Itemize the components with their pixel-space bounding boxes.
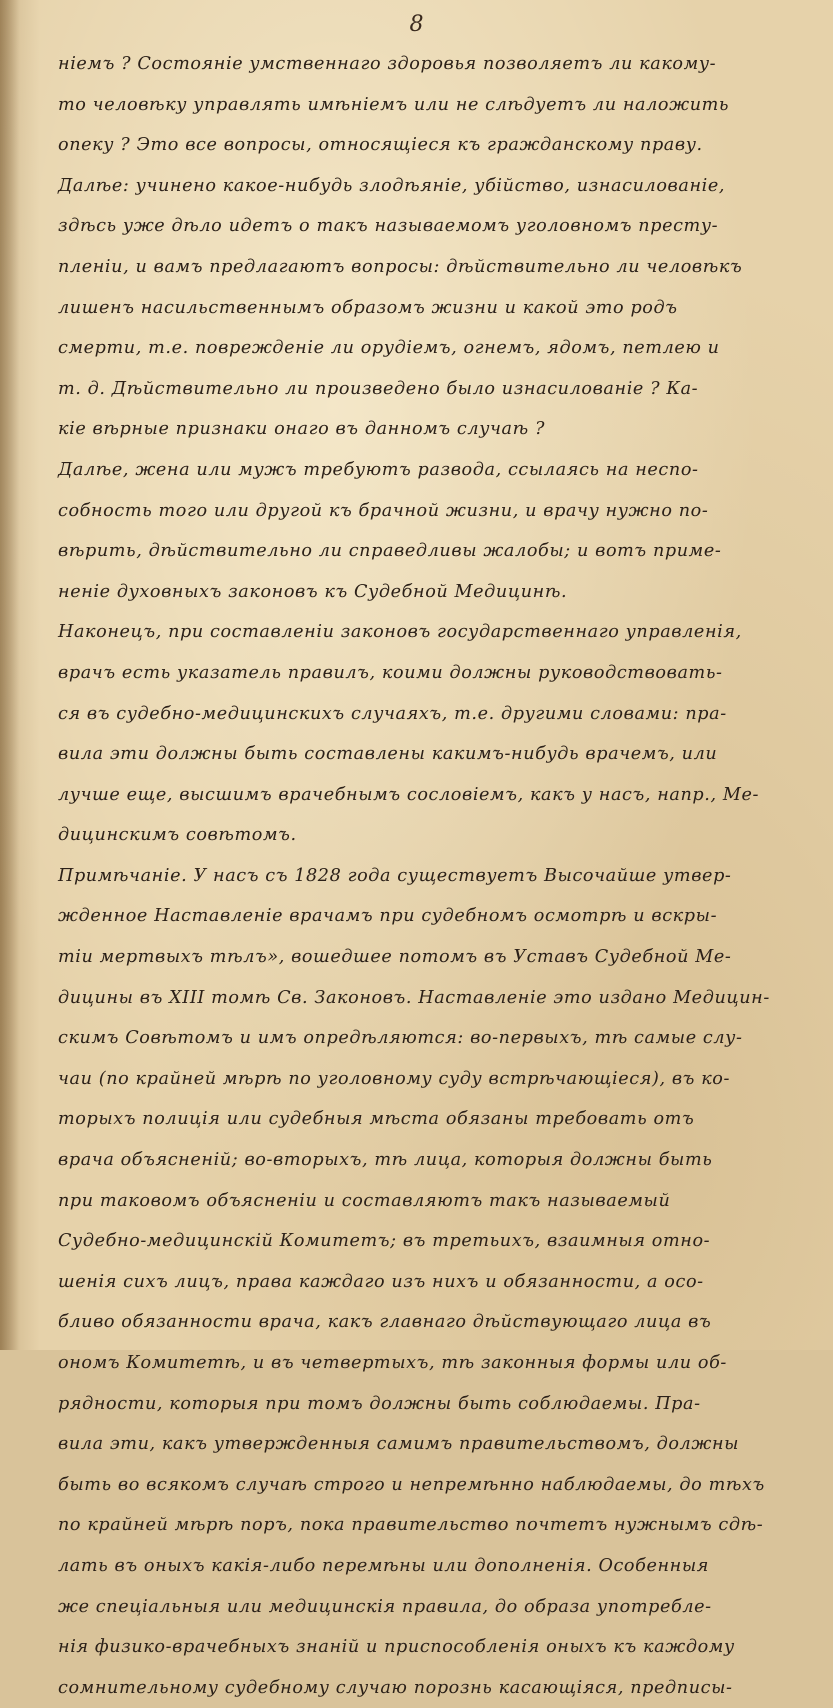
text-line: рядности, которыя при томъ должны быть соблюдаемы. Пра- <box>58 1393 701 1414</box>
text-line: по крайней мѣрѣ поръ, пока правительство почтетъ нужнымъ сдѣ- <box>58 1515 764 1536</box>
text-line: то человѣку управлять имѣніемъ или не слѣдуетъ ли наложить <box>58 94 730 115</box>
text-line: опеку ? Это все вопросы, относящіеся къ гражданскому праву. <box>58 135 703 156</box>
text-line: жденное Наставленіе врачамъ при судебномъ осмотрѣ и вскры- <box>58 906 718 927</box>
text-line: лучше еще, высшимъ врачебнымъ сословіемъ, какъ у насъ, напр., Ме- <box>58 784 760 805</box>
text-line: Далѣе, жена или мужъ требуютъ развода, ссылаясь на неспо- <box>58 459 699 480</box>
text-line: лишенъ насильственнымъ образомъ жизни и какой это родъ <box>58 297 678 318</box>
handwritten-text-body <box>58 44 818 1708</box>
text-line: бливо обязанности врача, какъ главнаго дѣйствующаго лица въ <box>58 1312 712 1333</box>
text-line: вѣрить, дѣйствительно ли справедливы жалобы; и вотъ приме- <box>58 541 722 562</box>
text-line: сомнительному судебному случаю порознь касающіяся, предписы- <box>58 1677 733 1698</box>
text-line: вила эти должны быть составлены какимъ-нибудь врачемъ, или <box>58 744 718 765</box>
page-number: 8 <box>409 12 424 37</box>
text-line: лать въ оныхъ какія-либо перемѣны или дополненія. Особенныя <box>58 1555 710 1576</box>
text-line: здѣсь уже дѣло идетъ о такъ называемомъ уголовномъ престу- <box>58 216 719 237</box>
text-line: скимъ Совѣтомъ и имъ опредѣляются: во-первыхъ, тѣ самые слу- <box>58 1028 743 1049</box>
text-line: шенія сихъ лицъ, права каждаго изъ нихъ и обязанности, а осо- <box>58 1271 704 1292</box>
text-line: пленіи, и вамъ предлагаютъ вопросы: дѣйствительно ли человѣкъ <box>58 256 743 277</box>
text-line: ніемъ ? Состояніе умственнаго здоровья позволяетъ ли какому- <box>58 54 717 74</box>
text-line: ся въ судебно-медицинскихъ случаяхъ, т.е. другими словами: пра- <box>58 703 727 724</box>
text-line: ономъ Комитетѣ, и въ четвертыхъ, тѣ законныя формы или об- <box>58 1353 727 1373</box>
text-line: быть во всякомъ случаѣ строго и непремѣнно наблюдаемы, до тѣхъ <box>58 1474 765 1495</box>
text-line: торыхъ полиція или судебныя мѣста обязаны требовать отъ <box>58 1109 695 1130</box>
text-line: дицинскимъ совѣтомъ. <box>58 825 297 846</box>
text-line: при таковомъ объясненіи и составляютъ такъ называемый <box>58 1190 671 1211</box>
text-line: чаи (по крайней мѣрѣ по уголовному суду встрѣчающіеся), въ ко- <box>58 1068 731 1089</box>
binding-shadow <box>0 0 20 1350</box>
text-line: же спеціальныя или медицинскія правила, до образа употребле- <box>58 1596 712 1617</box>
text-line: т. д. Дѣйствительно ли произведено было изнасилованіе ? Ка- <box>58 378 699 399</box>
text-line: врача объясненій; во-вторыхъ, тѣ лица, которыя должны быть <box>58 1150 713 1171</box>
text-line: дицины въ XIII томѣ Св. Законовъ. Наставленіе это издано Медицин- <box>58 987 770 1008</box>
text-line: Далѣе: учинено какое-нибудь злодѣяніе, убійство, изнасилованіе, <box>58 175 726 196</box>
text-line: кіе вѣрные признаки онаго въ данномъ случаѣ ? <box>58 419 545 440</box>
text-line: Судебно-медицинскій Комитетъ; въ третьихъ, взаимныя отно- <box>58 1231 711 1252</box>
text-line: неніе духовныхъ законовъ къ Судебной Медицинѣ. <box>58 581 568 602</box>
text-line: тіи мертвыхъ тѣлъ», вошедшее потомъ въ Уставъ Судебной Ме- <box>58 947 732 968</box>
text-line: Примѣчаніе. У насъ съ 1828 года существуетъ Высочайше утвер- <box>58 865 732 886</box>
text-line: врачъ есть указатель правилъ, коими должны руководствовать- <box>58 662 723 683</box>
text-line: вила эти, какъ утвержденныя самимъ правительствомъ, должны <box>58 1434 740 1455</box>
text-line: нія физико-врачебныхъ знаній и приспособленія оныхъ къ каждому <box>58 1637 735 1658</box>
text-line: собность того или другой къ брачной жизни, и врачу нужно по- <box>58 500 709 521</box>
text-line: Наконецъ, при составленіи законовъ государственнаго управленія, <box>58 622 742 643</box>
text-line: смерти, т.е. поврежденіе ли орудіемъ, огнемъ, ядомъ, петлею и <box>58 338 720 359</box>
